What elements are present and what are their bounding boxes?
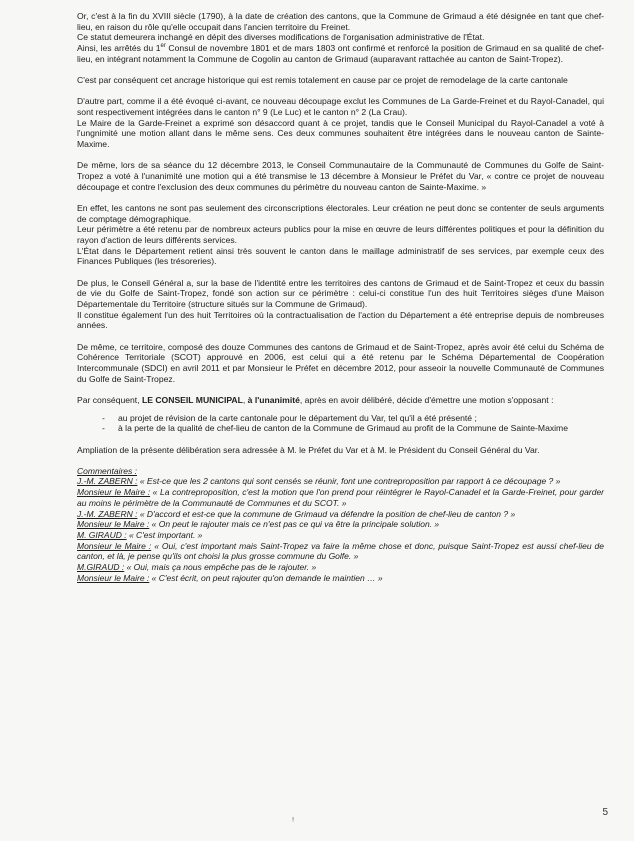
bullet-dash: - bbox=[102, 412, 105, 423]
comments-heading bbox=[77, 466, 604, 477]
comment-line bbox=[77, 573, 604, 584]
comment-text: « C'est écrit, on peut rajouter qu'on demande le maintien … » bbox=[149, 572, 383, 583]
comment-speaker: Monsieur le Maire : bbox=[77, 487, 151, 498]
paragraph-conseil-general: De plus, le Conseil Général a, sur la base de l'identité entre les territoires des cantons de Grimaud et de Saint-Tropez et ceux du bassin de vie du Golfe de Saint-Tropez, fondé son action sur ce périmètre : celui-ci constitue l'un des huit Territoires sièges d'une Maison Départementale du Territoire (structure situés sur la Commune de Grimaud). bbox=[77, 277, 604, 309]
comment-speaker: Monsieur le Maire : bbox=[77, 572, 150, 583]
comment-text: « On peut le rajouter mais ce n'est pas ce qui va être la principale solution. » bbox=[149, 519, 440, 530]
comment-text: « C'est important. » bbox=[126, 529, 203, 540]
comment-line bbox=[77, 541, 604, 562]
comment-speaker: Monsieur le Maire : bbox=[77, 540, 152, 551]
motion-intro-comma: , bbox=[242, 394, 248, 405]
comment-line bbox=[77, 519, 604, 530]
comment-speaker: J.-M. ZABERN : bbox=[77, 476, 138, 487]
paragraph-conseil-communautaire: De même, lors de sa séance du 12 décembre 2013, le Conseil Communautaire de la Communauté de Communes du Golfe de Saint-Tropez a voté à l'unanimité une motion qui a été transmise le 13 décembre à Monsieur le Préfet du Var, « contre ce projet de nouveau découpage et contre l'exclusion des deux communes du périmètre du nouveau canton de Sainte-Maxime. » bbox=[77, 160, 604, 192]
comment-text: « La contreproposition, c'est la motion que l'on prend pour réintégrer le Rayol-Canadel et la Garde-Freinet, pour garder au moins le périmètre de la Communauté de Communes et du SCOT. » bbox=[77, 487, 604, 508]
unanimite-label: à l'unanimité bbox=[247, 394, 300, 405]
paragraph-maire-garde-freinet: Le Maire de la Garde-Freinet a exprimé son désaccord quant à ce projet, tandis que le Conseil Municipal du Rayol-Canadel a voté à l'ungnimité une motion allant dans le même sens. Ces deux communes souhaitent être intégrées dans le nouveau canton de Sainte-Maxime. bbox=[77, 117, 604, 150]
page-number: 5 bbox=[602, 807, 608, 818]
comment-text: « D'accord et est-ce que la commune de Grimaud va défendre la position de chef-lieu de canton ? » bbox=[137, 508, 516, 519]
motion-intro-end: , après en avoir délibéré, décide d'émettre une motion s'opposant : bbox=[299, 394, 554, 405]
paragraph-history: Or, c'est à la fin du XVIII siècle (1790), à la date de création des cantons, que la Commune de Grimaud a été désignée en tant que chef-lieu, en raison du rôle qu'elle occupait dans l'ancien territoire du Freinet. bbox=[77, 11, 604, 32]
comment-text: « Oui, c'est important mais Saint-Tropez va faire la même chose et donc, puisque Saint-Tropez est aussi chef-lieu de canton, et là, je pense qu'ils ont choisi la plus grosse commune du Golfe. » bbox=[77, 540, 605, 562]
comment-line bbox=[77, 476, 604, 487]
paragraph-contractualisation: Il constitue également l'un des huit Territoires où la contractualisation de l'action du Département a été entreprise depuis de nombreuses années. bbox=[77, 309, 604, 331]
comments-section bbox=[77, 466, 604, 584]
paragraph-circonscriptions: En effet, les cantons ne sont pas seulement des circonscriptions électorales. Leur création ne peut donc se contenter de seuls arguments de comptage démographique. bbox=[77, 202, 604, 224]
list-item-text: à la perte de la qualité de chef-lieu de canton de la Commune de Grimaud au profit de la Commune de Sainte-Maxime bbox=[118, 423, 568, 434]
paragraph-perimetre: Leur périmètre a été retenu par de nombreux acteurs publics pour la mise en œuvre de leurs différentes politiques et pour la définition du rayon d'action de leurs différents services. bbox=[77, 224, 604, 245]
footer-mark: ⵑ bbox=[292, 817, 295, 824]
paragraph-status: Ce statut demeurera inchangé en dépit des diverses modifications de l'organisation administrative de l'État. bbox=[77, 32, 485, 43]
paragraph-arretes bbox=[77, 43, 604, 64]
superscript-er: er bbox=[160, 43, 166, 50]
paragraph-etat-departement: L'État dans le Département retient ainsi très souvent le canton dans le maillage administratif de ses services, par exemple ceux des Finances Publiques (les trésoreries). bbox=[77, 245, 604, 267]
conseil-municipal-label: LE CONSEIL MUNICIPAL bbox=[141, 394, 243, 405]
comment-line bbox=[77, 530, 604, 541]
paragraph-territoire: De même, ce territoire, composé des douze Communes des cantons de Grimaud et de Saint-Tropez, après avoir été celui du Schéma de Cohérence Territoriale (SCOT) approuvé en 2006, est celui qui a été retenu par le Schéma Départemental de Coopération Intercommunale (SDCI) en avril 2011 et par Monsieur le Préfet en décembre 2012, pour asseoir la nouvelle Communauté de Communes du Golfe de Saint-Tropez. bbox=[77, 341, 604, 384]
comment-speaker: M. GIRAUD : bbox=[77, 529, 127, 540]
paragraph-ancrage: C'est par conséquent cet ancrage historique qui est remis totalement en cause par ce projet de remodelage de la carte cantonale bbox=[77, 75, 568, 86]
comments-heading-label: Commentaires : bbox=[77, 465, 137, 476]
comment-line bbox=[77, 487, 604, 508]
bullet-dash: - bbox=[102, 423, 105, 434]
list-item bbox=[104, 413, 604, 424]
paragraph-arretes-end: Consul de novembre 1801 et de mars 1803 ont confirmé et renforcé la position de Grimaud en sa qualité de chef-lieu, en intégrant notamment la Commune de Cogolin au canton de Grimaud (auparavant rattachée au canton de Saint-Tropez). bbox=[77, 43, 604, 64]
paragraph-motion-intro bbox=[77, 395, 604, 406]
list-item-text: au projet de révision de la carte cantonale pour le département du Var, tel qu'il a été présenté ; bbox=[118, 412, 477, 423]
comment-speaker: J.-M. ZABERN : bbox=[77, 508, 138, 519]
comment-text: « Est-ce que les 2 cantons qui sont censés se réunir, font une contreproposition par rapport à ce découpage ? » bbox=[137, 476, 561, 487]
comment-speaker: M.GIRAUD : bbox=[77, 562, 125, 573]
comment-line bbox=[77, 509, 604, 520]
comment-text: « Oui, mais ça nous empêche pas de le rajouter. » bbox=[124, 562, 317, 573]
list-item bbox=[104, 423, 604, 434]
comment-line bbox=[77, 562, 604, 573]
paragraph-decoupage: D'autre part, comme il a été évoqué ci-avant, ce nouveau découpage exclut les Communes de La Garde-Freinet et du Rayol-Canadel, qui sont respectivement intégrées dans le canton n° 9 (Le Luc) et le canton n° 2 (La Crau). bbox=[77, 96, 604, 117]
motion-intro-start: Par conséquent, bbox=[77, 394, 142, 405]
comment-speaker: Monsieur le Maire : bbox=[77, 519, 150, 530]
motion-list bbox=[77, 413, 604, 434]
paragraph-ampliation: Ampliation de la présente délibération sera adressée à M. le Préfet du Var et à M. le Président du Conseil Général du Var. bbox=[77, 444, 540, 455]
paragraph-arretes-start: Ainsi, les arrêtés du 1 bbox=[77, 43, 161, 54]
